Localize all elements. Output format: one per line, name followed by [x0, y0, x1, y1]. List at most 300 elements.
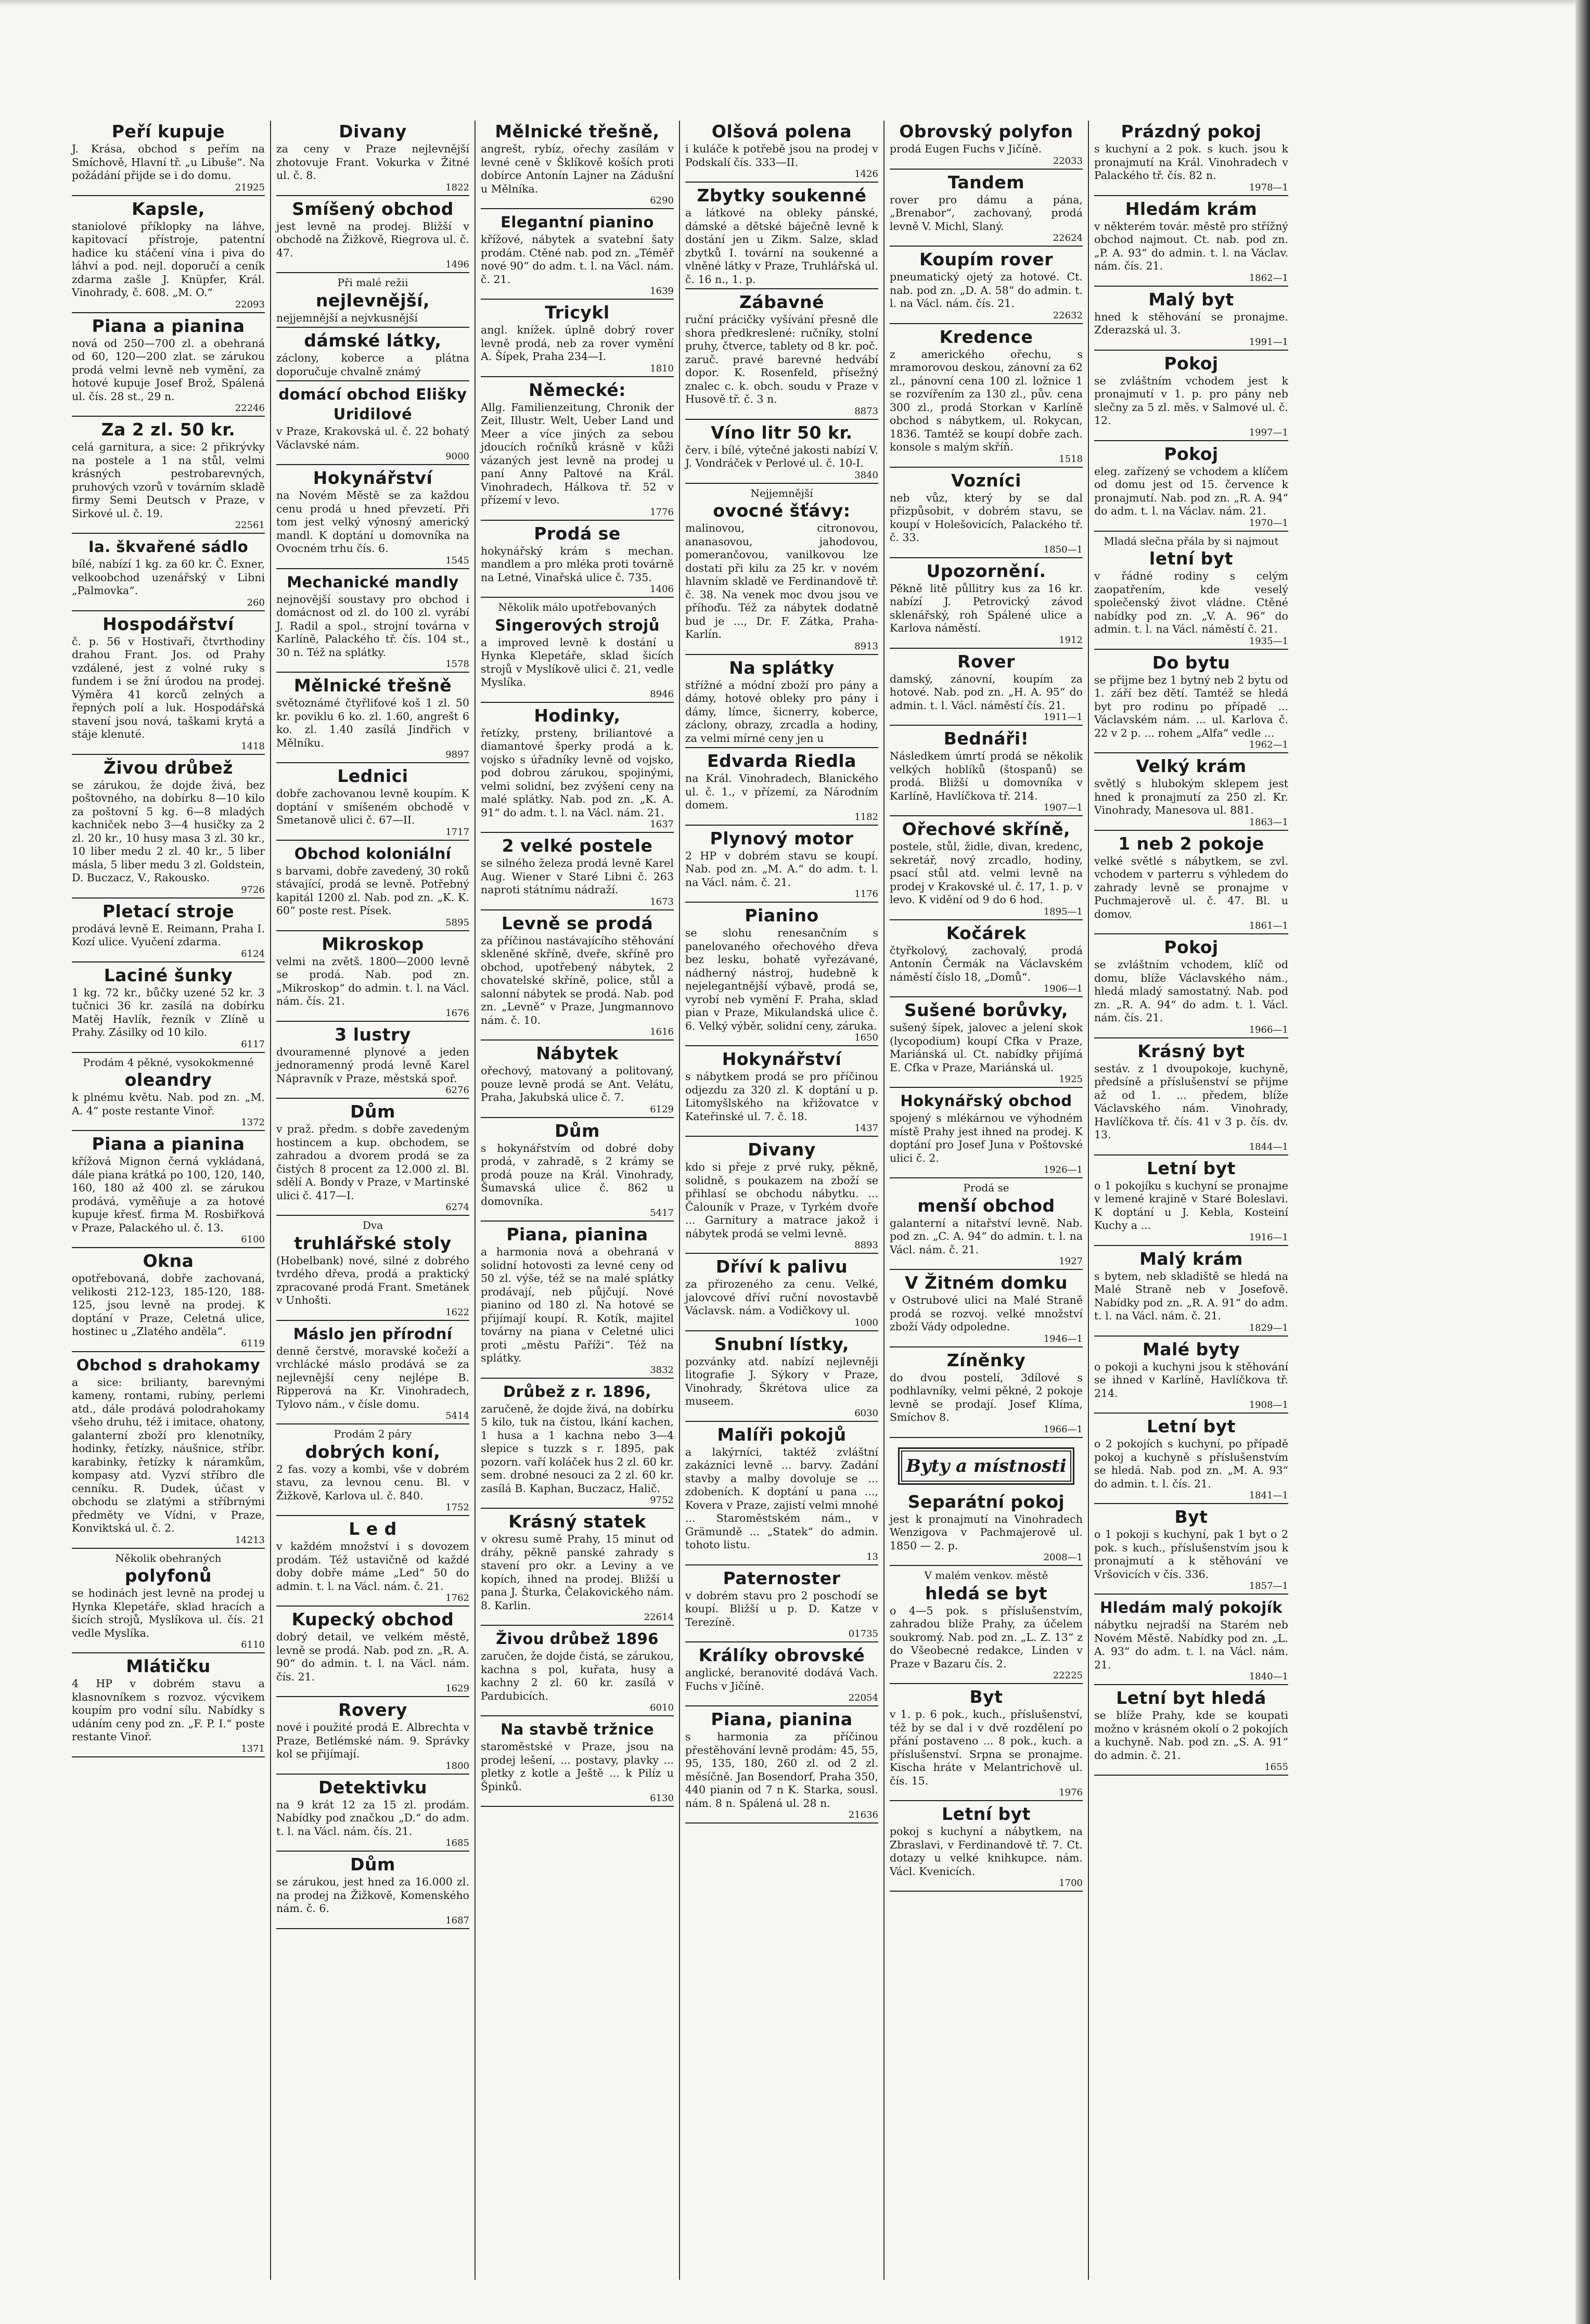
ad-heading: Rovery — [338, 1700, 407, 1720]
ad-text: sestáv. z 1 dvoupokoje, kuchyně, předsíně a příslušenství se přijme až od 1. ... předem, blíže Václavského nám. Vinohrady, Havlíčkova tř. čís. 41 v 3 p. čís. dv. 13. — [1094, 1062, 1288, 1141]
ad-heading: Pletací stroje — [102, 901, 235, 921]
classified-ad — [276, 934, 469, 1022]
classified-ad — [1094, 354, 1288, 441]
classified-ad — [72, 902, 265, 962]
classified-ad — [481, 1382, 674, 1509]
ad-heading: Za 2 zl. 50 kr. — [101, 419, 236, 440]
classified-ad — [1094, 1340, 1288, 1414]
classified-ad — [1094, 1507, 1288, 1595]
ad-text: hned k stěhování se pronajme. Zderazská ul. 3. — [1094, 310, 1288, 336]
ad-number: 22054 — [848, 1692, 878, 1703]
ad-preamble: Několik málo upotřebovaných — [498, 601, 657, 613]
ad-text: se slohu renesančním s panelovaného ořechového dřeva bez lesku, bohatě vyřezávané, nádherný nástroj, hudebně k nejelegantnější výbavě, prodá se, vyrobí neb vymění F. Praha, sklad pian v Praze, Mikulandská ulice č. 6. Velký výběr, solidní ceny, záruka. — [685, 927, 878, 1032]
ad-heading: Singerových strojů — [495, 616, 660, 634]
ad-heading: Malíři pokojů — [717, 1424, 847, 1445]
classified-ad — [276, 572, 469, 673]
classified-ad — [890, 327, 1083, 468]
ad-number: 1908—1 — [1249, 1399, 1288, 1410]
ad-text: v praž. předm. s dobře zavedeným hostincem a kup. obchodem, se zahradou a dvorem prodá se za čistých 8 procent za 12.000 zl. Bl. sdělí A. Bondy v Praze, v Martinské ulici č. 417—I. — [276, 1123, 469, 1202]
ad-number: 22246 — [235, 403, 265, 414]
ad-number: 14213 — [235, 1534, 265, 1546]
ad-number: 22614 — [644, 1612, 674, 1623]
ad-text: bílé, nabízí 1 kg. za 60 kr. Č. Exner, velkoobchod uzenářský v Libni „Palmovka“. — [72, 558, 265, 597]
ad-number: 1857—1 — [1249, 1581, 1288, 1591]
ad-text: č. p. 56 v Hostivaři, čtvrthodiny drahou Frant. Jos. od Prahy vzdálené, jest z volné ruky s fundem i se žní úrodou na prodej. Výměra 41 korců zelných a řepných polí a luk. Hospodářská stavení jsou nová, taškami krytá a stáje klenuté. — [72, 635, 265, 740]
classified-ad — [72, 316, 265, 417]
classified-ad — [481, 1512, 674, 1626]
ad-heading: Dříví k palivu — [715, 1256, 848, 1277]
classified-ad — [1094, 122, 1288, 196]
ad-text: Allg. Familienzeitung, Chronik der Zeit, Illustr. Welt, Ueber Land und Meer a více jiných za sebou jdoucích ročníků krásně v kůži vázaných jest levně na prodej u paní Anny Paltové na Král. Vinohradech, Hálkova tř. 52 v přízemí v levo. — [481, 401, 674, 506]
ad-text: v Praze, Krakovská ul. č. 22 bohatý Václavské nám. — [276, 425, 469, 451]
ad-heading: nejlevnější, — [315, 290, 430, 311]
ad-text: se hodinách jest levně na prodej u Hynka Klepetáře, sklad hracích a šicích strojů, Myslíkova ul. čís. 21 vedle Myslíka. — [72, 1587, 265, 1639]
ad-number: 1840—1 — [1249, 1671, 1288, 1682]
classified-ad — [276, 1324, 469, 1425]
ad-number: 2008—1 — [1043, 1552, 1083, 1563]
ad-heading: hledá se byt — [925, 1583, 1047, 1603]
ad-number: 1687 — [445, 1915, 469, 1926]
ad-number: 1629 — [445, 1683, 469, 1694]
classified-ad — [685, 1049, 878, 1137]
ad-number: 6290 — [650, 195, 674, 206]
ad-heading: Malý byt — [1148, 289, 1234, 310]
ad-text: o 1 pokoji s kuchyní, pak 1 byt o 2 pok. s kuch., příslušenstvím jsou k pronajmutí a k stěhování ve Vršovicích v čís. 336. — [1094, 1528, 1288, 1581]
ad-text: prodává levně E. Reimann, Praha I. Kozí ulice. Vyučení zdarma. — [72, 922, 265, 948]
ad-heading: Divany — [748, 1139, 816, 1160]
classified-ad — [685, 906, 878, 1046]
ad-number: 1861—1 — [1249, 920, 1288, 931]
ad-heading: Letní byt — [1147, 1416, 1236, 1436]
ad-number: 1000 — [854, 1317, 878, 1328]
ad-heading: truhlářské stoly — [294, 1232, 452, 1253]
ad-text: staniolové příklopky na láhve, kapitovací přístroje, patentní hadice ku stáčení vína i piva do láhví a pod. nejl. doporučí a ceník zdarma zašle J. Knüpfer, Král. Vinohrady, č. 608. „M. O.“ — [72, 220, 265, 299]
ad-text: o 4—5 pok. s příslušenstvím, zahradou blíže Prahy, za účelem soukromý. Nab. pod zn. „L. Z. 13“ z do Všeobecné redakce, Linden v Praze v Bazaru čís. 2. — [890, 1604, 1083, 1670]
ad-text: se blíže Prahy, kde se koupati možno v krásném okolí o 2 pokojích a kuchyně. Nab. pod zn. „S. A. 91“ do admin. č. 21. — [1094, 1709, 1288, 1762]
ad-number: 1637 — [650, 819, 674, 830]
classified-ad — [1094, 1417, 1288, 1504]
ad-number: 1676 — [445, 1007, 469, 1019]
classified-ad — [276, 276, 469, 328]
ad-heading: Kočárek — [946, 922, 1027, 943]
ad-number: 1673 — [650, 896, 674, 907]
ad-number: 1966—1 — [1043, 1423, 1083, 1435]
ad-text: eleg. zařízený se vchodem a klíčem od domu jest od 15. července k pronajmutí. Nab. pod zn. „R. A. 94“ do adm. t. l. na Václav. nám. 21. — [1094, 465, 1288, 517]
ad-heading: Hokynářství — [722, 1049, 842, 1069]
ad-heading: Smíšený obchod — [292, 198, 454, 219]
ad-text: křížová Mignon černá vykládaná, dále piana krátká po 100, 120, 140, 160, 180 až 400 zl. se zárukou prodává, vyměňuje a za hotové kupuje křesť. firma M. Rosbiřková v Praze, Palackého ul. č. 13. — [72, 1155, 265, 1234]
ad-text: za ceny v Praze nejlevnější zhotovuje Frant. Vokurka v Žitné ul. č. 8. — [276, 143, 469, 182]
ad-number: 1437 — [854, 1123, 878, 1134]
ad-heading: Mělnické třešně, — [495, 121, 660, 142]
ad-text: řetízky, prsteny, briliantové a diamantové šperky prodá a k. vojsko s úřadníky levně od vojsko, pod dobrou zárukou, spojinými, velmi solidní, bez zvýšení ceny na malé splátky. Nab. pod zn. „K. A. 91“ do adm. t. l. na Václ. nám. 21. — [481, 726, 674, 819]
classified-ad — [1094, 444, 1288, 532]
ad-number: 8893 — [854, 1240, 878, 1251]
ad-text: pneumatický ojetý za hotové. Ct. nab. pod zn. „D. A. 58“ do admin. t. l. na Václ. nám. čís. 21. — [890, 271, 1083, 310]
ad-number: 21636 — [848, 1809, 878, 1820]
ad-heading: Detektivku — [318, 1777, 427, 1797]
ad-heading: Králíky obrovské — [698, 1645, 865, 1665]
ad-text: (Hobelbank) nové, silné z dobrého tvrdého dřeva, prodá a praktický zpracované prodá Frant. Smetánek v Unhošti. — [276, 1254, 469, 1306]
ad-number: 1926—1 — [1043, 1164, 1083, 1175]
ad-number: 1997—1 — [1249, 427, 1288, 438]
classified-ad — [481, 524, 674, 598]
ad-heading: Vozníci — [951, 470, 1021, 491]
ad-heading: oleandry — [124, 1070, 212, 1090]
page-top-edge — [0, 0, 1590, 6]
column-3 — [476, 121, 680, 2280]
ad-number: 1863—1 — [1249, 816, 1288, 828]
ad-text: prodá Eugen Fuchs v Jičíně. — [890, 143, 1042, 155]
ad-number: 1970—1 — [1249, 517, 1288, 529]
ad-number: 1182 — [854, 811, 878, 823]
section-header-box — [898, 1447, 1074, 1485]
classified-ad — [276, 1428, 469, 1516]
ad-heading: Ořechové skříně, — [902, 819, 1071, 839]
ad-heading: Na splátky — [729, 657, 835, 678]
ad-text: velké světlé s nábytkem, se zvl. vchodem v parterru s výhledem do zahrady levně se pronajme v Puchmajerově ul. č. 47. Bl. u domov. — [1094, 854, 1288, 920]
ad-number: 5417 — [650, 1208, 674, 1218]
column-5 — [884, 121, 1089, 2280]
ad-text: angl. knížek. úplně dobrý rover levně prodá, neb za rover vymění A. Šípek, Praha 234—I. — [481, 324, 674, 363]
ad-number: 8946 — [650, 688, 674, 700]
ad-number: 1622 — [445, 1306, 469, 1318]
ad-heading: Německé: — [529, 379, 626, 400]
classified-ad — [1094, 1688, 1288, 1776]
ad-text: a lakýrníci, taktéž zvláštní zakázníci levně ... barvy. Zadání stavby a malby dovoluje se ... zdobeních. K doptání u pana ..., Kovera v Praze, zajistí velmi mnohé ... Staroměstském nám., v Grämundě ... „Statek“ do admin. tohoto listu. — [685, 1445, 878, 1551]
ad-heading: Obrovský polyfon — [899, 121, 1073, 142]
ad-preamble: Prodám 4 pěkné, vysokokmenné — [83, 1056, 254, 1069]
ad-number: 8913 — [854, 640, 878, 652]
ad-heading: Nábytek — [536, 1043, 619, 1063]
ad-text: a sice: brilianty, barevnými kameny, rontami, rubíny, perlemi atd., dále prodává polodrahokamy všeho druhu, též i imitace, ohatony, galanterní zboží pro klenotníky, hodinky, řetízky, náušnice, stříbr. karabinky, řetízky k náramkům, kompasy atd. Vyzví stříbro dle cenníku. R. Dudek, účast v obchodu se zlatými a stříbrnými předměty ve Vídni, v Praze, Konviktská ul. č. 2. — [72, 1376, 265, 1534]
ad-number: 1916—1 — [1249, 1231, 1288, 1243]
classified-ad — [685, 751, 878, 826]
ad-text: i kuláče k potřebě jsou na prodej v Podskalí čís. 333—II. — [685, 143, 878, 169]
ad-text: anglické, beranovité dodává Vach. Fuchs v Jičíně. — [685, 1666, 878, 1692]
ad-text: kdo si přeje z prvé ruky, pěkně, solidně, s poukazem na zboží se přihlasí se obchodu nábytku. ... Čalouník v Praze, v Tyrkém dvoře ... Garnitury a matrace jakož i nábytek prodá se velmi levně. — [685, 1161, 878, 1240]
classified-ad — [72, 1355, 265, 1549]
ad-number: 6274 — [445, 1202, 469, 1213]
classified-ad — [1094, 535, 1288, 650]
ad-number: 1418 — [241, 740, 265, 752]
ad-heading: Snubní lístky, — [714, 1333, 850, 1354]
ad-heading: Mlátičku — [126, 1656, 211, 1676]
ad-preamble: Nejjemnější — [750, 486, 813, 499]
classified-ad — [1094, 290, 1288, 351]
ad-number: 1496 — [445, 259, 469, 270]
classified-ad — [276, 1519, 469, 1607]
ad-number: 1810 — [650, 363, 674, 374]
ad-heading: dobrých koní, — [305, 1441, 441, 1462]
ad-number: 1907—1 — [1043, 802, 1083, 813]
ad-text: za přirozeného za cenu. Velké, jalovcové dříví ruční novostavbě Václavsk. nám. a Vodičkovy ul. — [685, 1278, 878, 1317]
ad-text: malinovou, citronovou, ananasovou, jahodovou, pomerančovou, vanilkovou lze dostati při kilu za 25 kr. v novém hlavním skladě ve Ferdinandově tř. č. 38. Na venek moc dvou jsou ve příhoďu. Též za nábytek dodatně bud je ..., Dr. F. Zátka, Praha-Karlín. — [685, 522, 878, 640]
ad-number: 9897 — [445, 749, 469, 760]
ad-heading: Byt — [1174, 1507, 1208, 1527]
classified-ad — [276, 331, 469, 381]
ad-number: 1822 — [445, 182, 469, 193]
ad-text: v Ostrubové ulici na Malé Straně prodá se rozvoj. velké množství zboží Vády odpoledne. — [890, 1294, 1083, 1333]
ad-heading: Peří kupuje — [111, 121, 225, 142]
ad-heading: polyfonů — [124, 1565, 212, 1586]
classified-ad — [1094, 1249, 1288, 1337]
ad-text: 1 kg. 72 kr., bůčky uzené 52 kr. 3 tučnici 36 kr. zasílá na dobírku Matěj Havlík, řezník v Zlíně u Prahy. Zásilky od 10 kilo. — [72, 986, 265, 1038]
ad-text: galanterní a nitařství levně. Nab. pod zn. „C. A. 94“ do admin. t. l. na Václ. nám. č. 21. — [890, 1216, 1083, 1256]
ad-text: damský, zánovní, koupím za hotové. Nab. pod zn. „H. A. 95“ do admin. t. l. Václ. náměstí čís. 21. — [890, 672, 1083, 712]
ad-heading: Na stavbě tržnice — [500, 1720, 655, 1738]
ad-text: s kuchyní a 2 pok. s kuch. jsou k pronajmutí na Král. Vinohradech v Palackého tř. čís. 82 n. — [1094, 143, 1288, 182]
ad-text: angrešt, rybíz, ořechy zasílám v levné ceně v Šklíkově koších proti dobírce Antonín Lajner na Zádušní u Mělníka. — [481, 143, 674, 195]
ad-text: nejnovější soustavy pro obchod i domácnost od zl. do 100 zl. vyrábí J. Radil a spol., strojní továrna v Karlíně, Palackého tř. čís. 104 st., 30 n. Též na splátky. — [276, 593, 469, 659]
ad-number: 22225 — [1053, 1670, 1083, 1681]
ad-heading: Máslo jen přírodní — [293, 1325, 453, 1343]
ad-heading: Kredence — [939, 326, 1033, 347]
ad-heading: Byt — [969, 1687, 1003, 1707]
classified-ad — [481, 706, 674, 833]
ad-number: 1946—1 — [1043, 1333, 1083, 1344]
ad-heading: Paternoster — [723, 1568, 841, 1588]
ad-heading: Zbytky soukenné — [697, 185, 867, 206]
classified-ad — [481, 1629, 674, 1716]
ad-number: 22093 — [235, 299, 265, 310]
ad-heading: Kupecký obchod — [291, 1609, 454, 1629]
ad-preamble: Prodá se — [963, 1182, 1009, 1194]
column-1 — [67, 121, 271, 2280]
classified-ad — [72, 537, 265, 611]
classified-ad — [1094, 199, 1288, 287]
ad-heading: Obchod koloniální — [294, 844, 452, 863]
classified-ad — [890, 1182, 1083, 1270]
ad-number: 1844—1 — [1249, 1141, 1288, 1152]
ad-heading: Levně se prodá — [501, 913, 653, 933]
classified-ad — [276, 468, 469, 569]
ad-text: v okresu sumě Prahy, 15 minut od dráhy, pěkně panské zahrady s stavení pro okr. a Leviny a ve kopích, ihned na prodej. Bližší u pana J. Šturka, Čelakovického nám. 8. Karlin. — [481, 1533, 674, 1612]
ad-text: jest k pronajmutí na Vinohradech Wenzigova v Pachmajerově ul. 1850 — 2. p. — [890, 1512, 1083, 1552]
ad-text: nové i použité prodá E. Albrechta v Praze, Betlémské nám. 9. Správky kol se přijímají. — [276, 1721, 469, 1760]
classified-ad — [685, 1140, 878, 1254]
ad-heading: Hledám krám — [1125, 198, 1258, 219]
ad-heading: Hokynářství — [313, 468, 433, 488]
ad-text: neb vůz, který by se dal přizpůsobit, v dobrém stavu, se koupí v Holešovicích, Palackého tř. č. 33. — [890, 491, 1083, 544]
ad-heading: 2 velké postele — [502, 836, 653, 856]
ad-text: dobrý detail, ve velkém městě, levně se prodá. Nab. pod zn. „R. A. 90“ do admin. t. l. na Václ. nám. čís. 21. — [276, 1630, 469, 1683]
classified-ad — [481, 1121, 674, 1222]
classified-ad — [890, 923, 1083, 998]
ad-heading: Tandem — [947, 172, 1025, 192]
ad-number: 9752 — [650, 1495, 674, 1506]
column-4 — [680, 121, 884, 2280]
classified-ad — [72, 758, 265, 898]
classified-ad — [72, 1552, 265, 1654]
ad-heading: Velký krám — [1136, 756, 1247, 776]
ad-text: světoznámé čtyřliťové koš 1 zl. 50 kr. poviklu 6 ko. zl. 1.60, angrešt 6 ko. zl. 1.40 zasílá Jindřich v Mělníku. — [276, 697, 469, 749]
ad-number: 6124 — [241, 948, 265, 959]
ad-text: o pokoji a kuchyni jsou k stěhování se ihned v Karlíně, Havlíčkova tř. 214. — [1094, 1360, 1288, 1399]
classified-ad — [481, 1044, 674, 1118]
classified-ad — [890, 1091, 1083, 1178]
classified-ad — [890, 122, 1083, 170]
ad-text: 2 fas. vozy a kombi, vše v dobrém stavu, za levnou cenu. Bl. v Žižkově, Karlova ul. č. 840. — [276, 1462, 469, 1502]
ad-heading: Mechanické mandly — [287, 573, 459, 591]
classified-ad — [72, 199, 265, 313]
ad-number: 1518 — [1059, 453, 1083, 465]
ad-text: Pěkně litě půllitry kus za 16 kr. nabízí J. Petrovický závod sklenářský, roh Spálené ulice a Karlova náměstí. — [890, 582, 1083, 634]
ad-number: 1176 — [854, 889, 878, 900]
classified-ad — [481, 122, 674, 209]
ad-number: 1895—1 — [1043, 906, 1083, 917]
ad-heading: Ia. škvařené sádlo — [88, 538, 249, 556]
ad-preamble: Mladá slečna přála by si najmout — [1104, 534, 1279, 547]
ad-heading: Elegantní pianino — [501, 213, 654, 231]
ad-heading: Pokoj — [1164, 353, 1219, 374]
classified-ad — [685, 1710, 878, 1824]
ad-text: záclony, koberce a plátna doporučuje chvalně známý — [276, 352, 469, 378]
classified-ad — [1094, 756, 1288, 831]
classified-ad — [1094, 834, 1288, 935]
ad-text: pozvánky atd. nabízí nejlevněji litografie J. Sýkory v Praze, Vinohrady, Škrétova ulice za museem. — [685, 1355, 878, 1407]
classified-ad — [890, 173, 1083, 247]
ad-number: 22561 — [235, 520, 265, 531]
classified-ad — [685, 186, 878, 289]
ad-heading: Upozornění. — [926, 560, 1046, 581]
ad-heading: Kapsle, — [132, 198, 205, 219]
ad-heading: Olšová polena — [711, 121, 852, 142]
column-2 — [271, 121, 476, 2280]
ad-number: 1406 — [650, 584, 674, 595]
ad-heading: Tricykl — [545, 302, 610, 323]
ad-preamble: Prodám 2 páry — [334, 1428, 412, 1440]
ad-number: 6100 — [241, 1234, 265, 1245]
classified-ad — [1094, 1159, 1288, 1246]
classified-ad — [276, 844, 469, 931]
ad-heading: Dům — [350, 1854, 395, 1874]
classified-ad — [685, 292, 878, 420]
classified-ad — [890, 1569, 1083, 1684]
ad-heading: Plynový motor — [710, 828, 854, 849]
classified-ad — [890, 471, 1083, 558]
ad-heading: Do bytu — [1152, 652, 1230, 673]
ad-number: 1372 — [241, 1117, 265, 1128]
ad-preamble: Dva — [362, 1219, 383, 1231]
ad-number: 1685 — [445, 1838, 469, 1848]
classified-ad — [890, 561, 1083, 649]
ad-number: 6276 — [445, 1085, 469, 1096]
ad-heading: Letní byt — [1147, 1158, 1236, 1178]
ad-heading: Bednáři! — [943, 728, 1029, 749]
ad-number: 1991—1 — [1249, 336, 1288, 348]
ad-heading: Zábavné — [739, 292, 824, 312]
ad-preamble: V malém venkov. městě — [924, 1569, 1048, 1582]
ad-heading: Živou drůbež 1896 — [496, 1630, 659, 1648]
classified-ad — [685, 122, 878, 183]
ad-text: J. Krása, obchod s peřím na Smíchově, Hlavní tř. „u Libuše“. Na požádání přijde se i do domu. — [72, 143, 265, 182]
ad-text: a látkové na obleky pánské, dámské a dětské báječně levně k dostání jen u Zikm. Salze, sklad zbytků I. tovární na soukenné a vlněné látky v Praze, Truhlářská ul. č. 16 n., 1. p. — [685, 207, 878, 286]
ad-text: celá garnitura, a sice: 2 přikrývky na postele a 1 na stůl, velmi krásných pestrobarevných, pruhových vzorů v továrním skladě firmy Semi Deutsch v Praze, v Sirkové ul. č. 19. — [72, 441, 265, 520]
ad-heading: Zíněnky — [946, 1350, 1026, 1370]
ad-number: 260 — [247, 597, 265, 608]
ad-preamble: Při malé režii — [337, 276, 408, 289]
classified-ad — [276, 766, 469, 841]
ad-number: 1371 — [241, 1743, 265, 1754]
ad-number: 1862—1 — [1249, 272, 1288, 284]
ad-preamble: Několik obehraných — [115, 1551, 222, 1564]
classified-ad — [685, 1257, 878, 1331]
ad-number: 6129 — [650, 1103, 674, 1115]
classified-ad — [890, 652, 1083, 726]
classified-ad — [1094, 1598, 1288, 1685]
ad-text: s hokynářstvím od dobré doby prodá, v zahradě, s 2 krámy se prodá pouze na Král. Vinohrady, Šumavská ulice č. 862 u domovníka. — [481, 1141, 674, 1208]
ad-text: rover pro dámu a pána, „Brenabor“, zachovaný, prodá levně V. Michl, Slaný. — [890, 193, 1083, 233]
classified-ad — [72, 1056, 265, 1132]
ad-text: se zárukou, jest hned za 16.000 zl. na prodej na Žižkově, Komenského nám. č. 6. — [276, 1876, 469, 1915]
ad-text: k plnému květu. Nab. pod zn. „M. A. 4“ poste restante Vinoř. — [72, 1091, 265, 1117]
ad-text: čtyřkolový, zachovalý, prodá Antonín Čermák na Václavském náměstí číslo 18, „Domů“. — [890, 944, 1083, 983]
ad-number: 5414 — [445, 1410, 469, 1421]
classified-ad — [685, 1646, 878, 1706]
ad-text: ruční prácičky vyšívání přesně dle shora předkreslené: ručníky, stolní pruhy, čtverce, tablety od 8 kr. poč. zaruč. pravé barevné hedvábí dopor. K. Rosenfeld, přísežný znalec c. k. obch. soudu v Praze v Husově tř. č. 3 n. — [685, 313, 878, 405]
ad-heading: Hledám malý pokojík — [1099, 1599, 1283, 1616]
classified-ad — [481, 380, 674, 521]
ad-number: 6030 — [854, 1407, 878, 1419]
ad-number: 9000 — [445, 451, 469, 462]
ad-number: 5895 — [445, 917, 469, 928]
ad-heading: 1 neb 2 pokoje — [1118, 833, 1264, 854]
ad-text: se zvláštním vchodem jest k pronajmutí v 1. p. pro pány neb slečny za 5 zl. měs. v Salmové ul. č. 12. — [1094, 374, 1288, 427]
classified-ad — [685, 487, 878, 655]
classified-ad — [890, 1804, 1083, 1892]
ad-text: střížné a módní zboží pro pány a dámy, hotové obleky pro pány i dámy, límce, šicnerry, koberce, záclony, obrazy, zrcadla a hodiny, za velmi mírné ceny jen u — [685, 678, 878, 744]
ad-heading: Separátní pokoj — [907, 1491, 1065, 1512]
ad-number: 6110 — [241, 1639, 265, 1650]
ad-number: 21925 — [235, 182, 265, 193]
ad-number: 1616 — [650, 1026, 674, 1037]
ad-text: v 1. p. 6 pok., kuch., příslušenství, též by se dal i v dvě rozdělení po přání postaveno ... 8 pok., kuch. a příslušenství. Srpna se pronajme. Kischa hráte v Melantrichově ul. čís. 15. — [890, 1708, 1083, 1787]
classified-ad — [890, 1273, 1083, 1347]
ad-number: 1545 — [445, 555, 469, 566]
ad-number: 6130 — [650, 1793, 674, 1804]
ad-heading: Rover — [957, 651, 1015, 672]
ad-text: se přijme bez 1 bytný neb 2 bytu od 1. září bez dětí. Tamtéž se hledá byt pro rodinu po případě ... Václavském nám. ... ul. Karlova č. 22 v 2 p. ... rohem „Alfa“ vedle ... — [1094, 673, 1288, 739]
ad-number: 1911—1 — [1043, 712, 1083, 723]
ad-heading: Hospodářství — [102, 613, 234, 634]
ad-number: 1578 — [445, 659, 469, 670]
ad-number: 3832 — [650, 1364, 674, 1376]
classified-ad — [481, 836, 674, 910]
ad-heading: menší obchod — [917, 1195, 1055, 1216]
ad-heading: Pokoj — [1164, 443, 1219, 464]
classified-ad — [481, 303, 674, 377]
ad-text: o 1 pokojíku s kuchyní se pronajme v lemené krajině v Staré Boleslavi. K doptání u J. Kebla, Kosteiní Kuchy a ... — [1094, 1179, 1288, 1231]
classified-ad — [276, 122, 469, 196]
ad-number: 1776 — [650, 506, 674, 518]
ad-number: 9726 — [241, 884, 265, 895]
classified-ad — [72, 1657, 265, 1757]
classified-ad — [685, 829, 878, 903]
ad-heading: Mělnické třešně — [293, 675, 452, 696]
ad-heading: Piana, pianina — [711, 1709, 853, 1729]
ad-number: 13 — [866, 1551, 878, 1562]
ad-text: velmi na zvětš. 1800—2000 levně se prodá. Nab. pod zn. „Mikroskop“ do admin. t. l. na Václ. nám. čís. 21. — [276, 955, 469, 1007]
ad-text: v řádné rodiny s celým zaopatřením, kde veselý společenský život vládne. Ctěné nabídky pod zn. „V. A. 96“ do admin. t. l. na Václ. náměstí č. 21. — [1094, 570, 1288, 635]
ad-heading: Edvarda Riedla — [707, 751, 856, 771]
ad-text: Následkem úmrtí prodá se několik velkých hoblíků (štospanů) se prodá. Bližší u domovníka v Karlíně, Havlíčkova tř. 214. — [890, 750, 1083, 802]
ad-heading: Hokynářský obchod — [900, 1092, 1072, 1110]
ad-text: spojený s mlékárnou ve výhodném místě Prahy jest ihned na prodej. K doptání pro Josef Juna v Poštovské ulici č. 2. — [890, 1112, 1083, 1164]
ad-heading: Víno litr 50 kr. — [711, 422, 853, 443]
ad-heading: Prázdný pokoj — [1121, 121, 1262, 142]
ad-text: jest levně na prodej. Bližší v obchodě na Žižkově, Riegrova ul. č. 47. — [276, 220, 469, 259]
